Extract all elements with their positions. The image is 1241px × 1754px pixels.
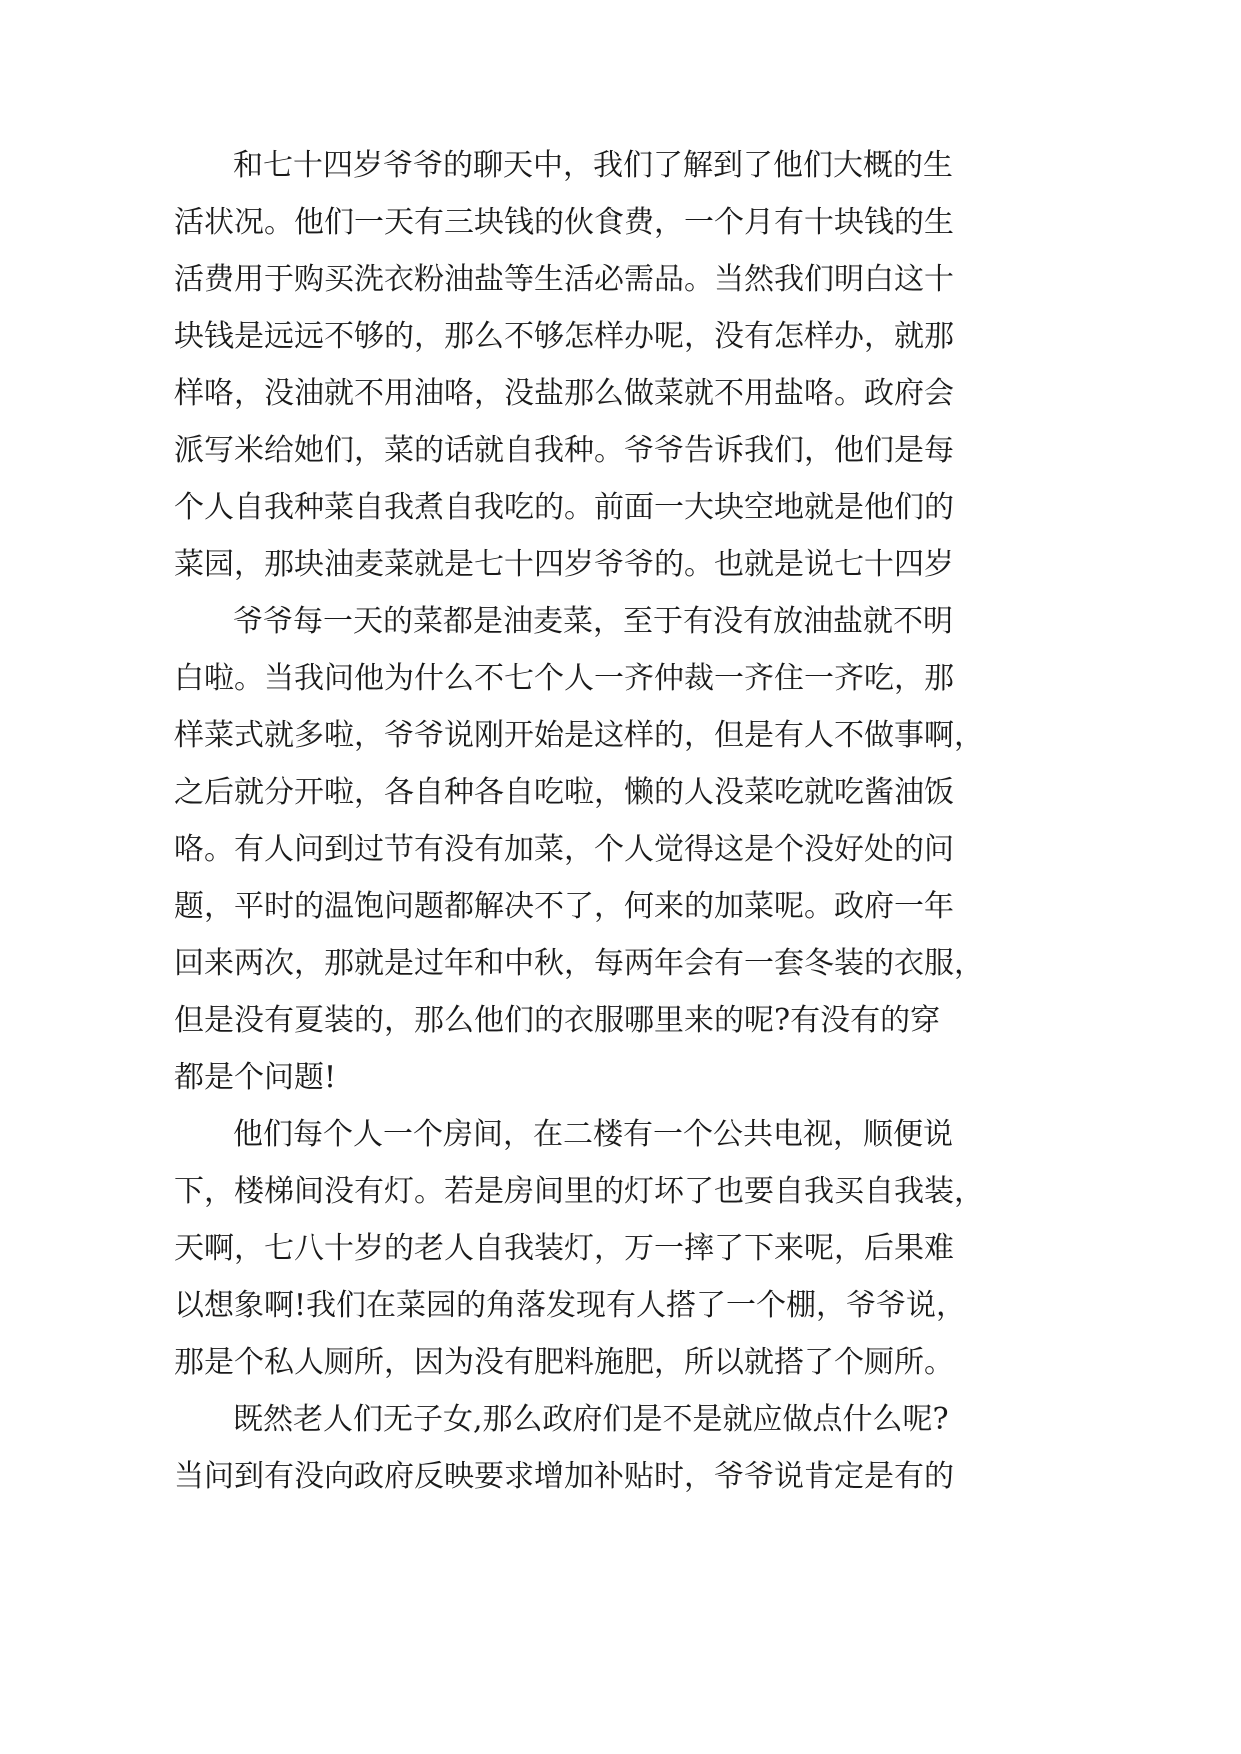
paragraph-2-line-3: 样菜式就多啦，爷爷说刚开始是这样的，但是有人不做事啊， — [174, 718, 984, 753]
paragraph-1-line-2: 活状况。他们一天有三块钱的伙食费，一个月有十块钱的生 — [174, 205, 954, 240]
paragraph-2-line-1: 爷爷每一天的菜都是油麦菜，至于有没有放油盐就不明 — [233, 604, 953, 639]
paragraph-2-line-7: 回来两次，那就是过年和中秋，每两年会有一套冬装的衣服， — [174, 946, 984, 981]
paragraph-1-line-8: 菜园，那块油麦菜就是七十四岁爷爷的。也就是说七十四岁 — [174, 547, 954, 582]
paragraph-3-line-2: 下，楼梯间没有灯。若是房间里的灯坏了也要自我买自我装， — [174, 1174, 984, 1209]
paragraph-2-line-5: 咯。有人问到过节有没有加菜，个人觉得这是个没好处的问 — [174, 832, 954, 867]
paragraph-2-line-4: 之后就分开啦，各自种各自吃啦，懒的人没菜吃就吃酱油饭 — [174, 775, 954, 810]
paragraph-2-line-9: 都是个问题! — [174, 1060, 337, 1095]
paragraph-3-line-4: 以想象啊!我们在菜园的角落发现有人搭了一个棚，爷爷说， — [174, 1288, 967, 1323]
paragraph-2-line-6: 题，平时的温饱问题都解决不了，何来的加菜呢。政府一年 — [174, 889, 954, 924]
paragraph-1-line-3: 活费用于购买洗衣粉油盐等生活必需品。当然我们明白这十 — [174, 262, 954, 297]
paragraph-3-line-5: 那是个私人厕所，因为没有肥料施肥，所以就搭了个厕所。 — [174, 1345, 954, 1380]
paragraph-1-line-4: 块钱是远远不够的，那么不够怎样办呢，没有怎样办，就那 — [174, 319, 954, 354]
paragraph-3-line-3: 天啊，七八十岁的老人自我装灯，万一摔了下来呢，后果难 — [174, 1231, 954, 1266]
paragraph-1-line-5: 样咯，没油就不用油咯，没盐那么做菜就不用盐咯。政府会 — [174, 376, 954, 411]
paragraph-2-line-8: 但是没有夏装的，那么他们的衣服哪里来的呢?有没有的穿 — [174, 1003, 941, 1038]
paragraph-1-line-1: 和七十四岁爷爷的聊天中，我们了解到了他们大概的生 — [233, 148, 953, 183]
paragraph-2-line-2: 白啦。当我问他为什么不七个人一齐仲裁一齐住一齐吃，那 — [174, 661, 954, 696]
paragraph-3-line-1: 他们每个人一个房间，在二楼有一个公共电视，顺便说 — [233, 1117, 953, 1152]
paragraph-1-line-6: 派写米给她们，菜的话就自我种。爷爷告诉我们，他们是每 — [174, 433, 954, 468]
paragraph-1-line-7: 个人自我种菜自我煮自我吃的。前面一大块空地就是他们的 — [174, 490, 954, 525]
paragraph-4-line-1: 既然老人们无子女,那么政府们是不是就应做点什么呢? — [233, 1402, 949, 1437]
paragraph-4-line-2: 当问到有没向政府反映要求增加补贴时，爷爷说肯定是有的 — [174, 1459, 954, 1494]
